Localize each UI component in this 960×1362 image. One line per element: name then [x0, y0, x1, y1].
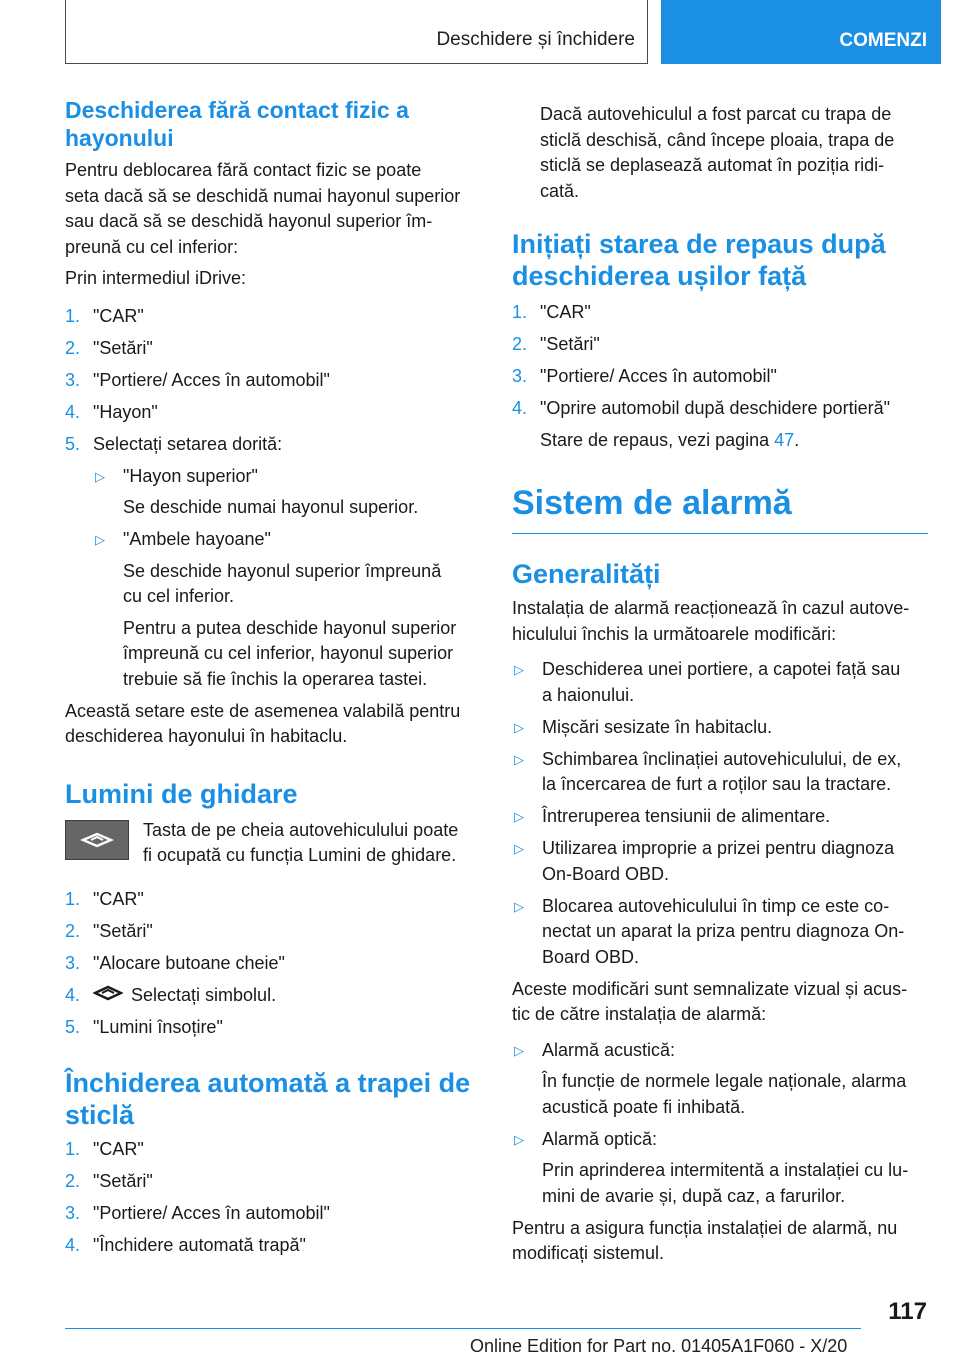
list-item: 1. "CAR"	[65, 888, 144, 909]
chapter-title: Deschidere și închidere	[436, 29, 635, 50]
alarm-types-list	[512, 1038, 928, 1210]
list-item: 1. "CAR"	[65, 305, 144, 326]
steps-list	[65, 304, 479, 458]
guide-light-symbol-icon	[93, 983, 123, 1009]
list-item: 2. "Setări"	[65, 920, 153, 941]
list-item: 3. "Portiere/ Acces în automobil"	[65, 1203, 330, 1223]
bullet-triangle-icon: ▷	[514, 1042, 524, 1058]
bullet-triangle-icon: ▷	[514, 662, 524, 677]
page-number: 117	[888, 1298, 927, 1325]
list-item: 4. "Închidere automată trapă"	[65, 1235, 306, 1255]
heading-general: Generalități	[512, 559, 661, 589]
list-item: 2. "Setări"	[65, 337, 153, 358]
bullet-triangle-icon: ▷	[514, 751, 524, 767]
list-item: ▷ Deschiderea unei portiere, a capotei față sau a haionului.	[514, 659, 901, 705]
list-item: ▷ Alarmă optică: Prin aprinderea intermitentă a instalației cu lu- mini de avarie și, după caz, a farurilor.	[514, 1128, 909, 1206]
list-item: 4. Selectați simbolul.	[65, 983, 479, 1009]
page-link[interactable]: 47	[774, 429, 795, 450]
alarm-intro: Instalația de alarmă reacționează în cazul autove- hiculului închis la următoarele modificări:	[512, 598, 910, 644]
heading-alarm-system: Sistem de alarmă	[512, 484, 792, 522]
list-item: 3. "Alocare butoane cheie"	[65, 952, 285, 973]
options-list	[93, 464, 479, 693]
list-item: ▷ Utilizarea improprie a prizei pentru diagnoza On-Board OBD.	[514, 838, 895, 884]
right-column	[512, 102, 928, 1273]
outro-paragraph: Această setare este de asemenea valabilă pentru deschiderea hayonului în habitaclu.	[65, 700, 461, 746]
steps-list	[65, 1137, 479, 1259]
list-item: 1. "CAR"	[512, 302, 591, 322]
left-column	[65, 96, 479, 1265]
guide-light-text: Tasta de pe cheia autovehiculului poate fi ocupată cu funcția Lumini de ghidare.	[143, 819, 459, 865]
list-item: ▷ Întreruperea tensiunii de alimentare.	[512, 804, 928, 830]
roof-rain-paragraph: Dacă autovehiculul a fost parcat cu trapa de sticlă deschisă, când începe ploaia, trapa de sticlă se deplasează automat în poziția ridi- cată.	[540, 104, 895, 201]
list-item: 3. "Portiere/ Acces în automobil"	[65, 369, 330, 390]
guide-light-icon	[65, 820, 129, 860]
bullet-triangle-icon: ▷	[514, 841, 524, 856]
bullet-triangle-icon: ▷	[514, 898, 524, 914]
alarm-outro: Pentru a asigura funcția instalației de alarmă, nu modificați sistemul.	[512, 1217, 898, 1263]
list-item: 2. "Setări"	[65, 1171, 153, 1191]
guide-light-note	[65, 818, 479, 869]
list-item: 2. "Setări"	[512, 334, 600, 354]
footer-rule	[65, 1328, 861, 1329]
heading-auto-close-roof: Închiderea automată a trapei de sticlă	[65, 1067, 471, 1130]
list-item: 1. "CAR"	[65, 1139, 144, 1159]
bullet-triangle-icon: ▷	[514, 809, 524, 824]
bullet-triangle-icon: ▷	[514, 719, 524, 735]
list-item: ▷ Mișcări sesizate în habitaclu.	[512, 715, 928, 741]
heading-rule	[512, 533, 928, 534]
via-idrive: Prin intermediul iDrive:	[65, 268, 247, 288]
list-item: 4. "Oprire automobil după deschidere portieră" Stare de repaus, vezi pagina 47.	[512, 396, 928, 453]
list-item: ▷ Alarmă acustică: În funcție de normele legale naționale, alarma acustică poate fi inhibată.	[514, 1039, 907, 1117]
page-reference: Stare de repaus, vezi pagina 47.	[540, 429, 800, 450]
list-item: ▷ Blocarea autovehiculului în timp ce este co- nectat un aparat la priza pentru diagnoza On- Board OBD.	[514, 895, 905, 967]
list-item: ▷ Schimbarea înclinației autovehiculului, de ex, la încercarea de furt a roților sau la tractare.	[514, 748, 902, 794]
list-item: 5. Selectați setarea dorită:	[65, 433, 283, 454]
list-item: 3. "Portiere/ Acces în automobil"	[512, 366, 777, 386]
header-frame	[65, 0, 648, 64]
list-item: 5. "Lumini însoțire"	[65, 1017, 223, 1037]
steps-list	[512, 300, 928, 453]
bullet-triangle-icon: ▷	[514, 1131, 524, 1147]
list-item: 4. "Hayon"	[65, 401, 158, 422]
heading-standby-mode: Inițiați starea de repaus după deschiderea ușilor față	[512, 229, 886, 291]
bullet-triangle-icon: ▷	[95, 468, 105, 484]
alarm-signal-paragraph: Aceste modificări sunt semnalizate vizual și acus- tic de către instalația de alarmă:	[512, 978, 908, 1024]
section-tab-label: COMENZI	[839, 30, 927, 51]
intro-paragraph: Pentru deblocarea fără contact fizic se poate seta dacă să se deschidă numai hayonul superior sau dacă să se deschidă hayonul superior îm- preună cu cel inferior:	[65, 160, 461, 257]
heading-guide-lights: Lumini de ghidare	[65, 778, 298, 809]
list-item: ▷ "Ambele hayoane" Se deschide hayonul superior împreună cu cel inferior. Pentru a putea deschide hayonul superior împreună cu cel inferior, hayonul superior trebuie să fie închis la operarea tastei.	[95, 529, 457, 689]
steps-list	[65, 887, 479, 1041]
section-tab[interactable]	[661, 0, 941, 64]
bullet-triangle-icon: ▷	[95, 532, 105, 547]
edition-text: Online Edition for Part no. 01405A1F060 - X/20	[470, 1336, 848, 1356]
heading-keyless-tailgate: Deschiderea fără contact fizic a hayonului	[65, 97, 409, 151]
alarm-triggers-list	[512, 657, 928, 970]
list-item: ▷ "Hayon superior" Se deschide numai hayonul superior.	[95, 465, 419, 517]
